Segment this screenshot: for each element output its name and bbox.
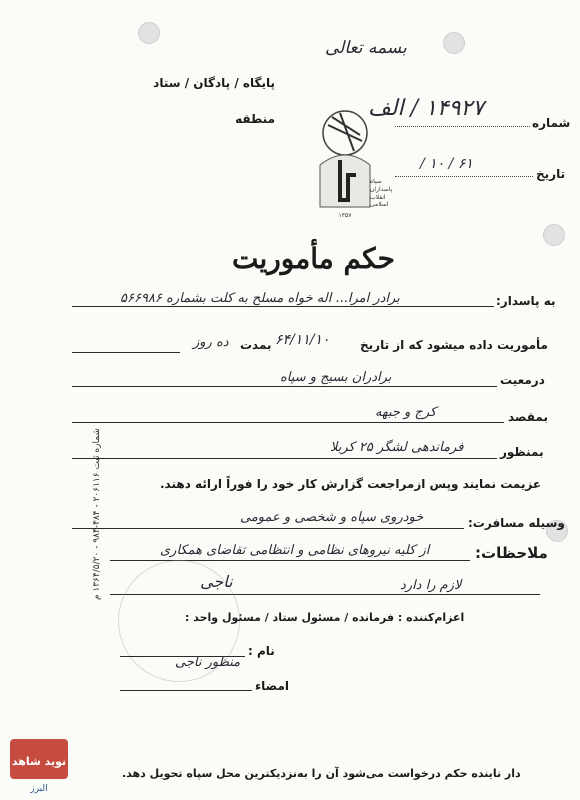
sign-line: [120, 690, 252, 691]
notes-label: ملاحظات:: [475, 544, 548, 562]
accompany-value: برادران بسیج و سپاه: [280, 370, 392, 385]
accompany-line: [72, 386, 497, 387]
punch-hole: [138, 22, 160, 44]
emblem-text-3: انقلاب: [370, 194, 386, 201]
assignee-value: برادر امرا... اله خواه مسلح به کلت بشماره ۵۶۶۹۸۶: [120, 291, 400, 306]
sender-label: اعزام‌کننده : فرمانده / مسئول ستاد / مسئول واحد :: [185, 611, 465, 624]
transport-label: وسیله مسافرت:: [468, 516, 565, 530]
number-label: شماره: [532, 116, 571, 130]
mission-date-value: ۶۴/۱۱/۱۰: [275, 332, 330, 348]
bismillah: بسمه تعالی: [325, 38, 407, 58]
mission-date-label: مأموریت داده میشود که از تاریخ: [360, 338, 548, 352]
base-label: پایگاه / پادگان / ستاد: [153, 76, 275, 90]
assignee-line: [72, 306, 494, 307]
number-line: [395, 126, 530, 127]
accompany-label: درمعیت: [500, 373, 545, 387]
duration-value: ده روز: [193, 335, 229, 350]
region-label: منطقه: [235, 112, 275, 126]
emblem-text-2: پاسداران: [370, 186, 393, 193]
mission-line: [72, 352, 180, 353]
transport-value: خودروی سپاه و شخصی و عمومی: [240, 510, 424, 525]
duration-label: بمدت: [240, 338, 272, 352]
footer-note: دار ناینده حکم درخواست می‌شود آن را به‌نزدیکترین محل سپاه تحویل دهد.: [122, 767, 521, 780]
destination-line: [72, 422, 504, 423]
notes-value-2: لازم را دارد: [400, 578, 462, 593]
assignee-label: به پاسدار:: [496, 294, 556, 308]
sign-label: امضاء: [255, 679, 290, 693]
purpose-label: بمنظور: [500, 445, 544, 459]
document-title: حکم مأموریت: [232, 242, 395, 275]
handwritten-signature-2: منظور ناجی: [175, 655, 241, 670]
punch-hole: [543, 224, 565, 246]
emblem-text-1: سپاه: [370, 178, 382, 185]
destination-label: بمقصد: [508, 410, 548, 424]
transport-line: [72, 528, 464, 529]
destination-value: کرج و جبهه: [375, 405, 437, 420]
logo-text-2: البرز: [30, 784, 48, 794]
notes-value: از کلیه نیروهای نظامی و انتظامی تقاضای همکاری: [160, 543, 430, 558]
date-line: [395, 176, 533, 177]
date-value: ۶۱ / ۱۰ /: [420, 156, 473, 172]
handwritten-signature-1: ناجی: [200, 572, 233, 591]
watermark-logo: [8, 735, 70, 795]
registration-side-note: شماره ثبت ۲۰۶۱۱۶ - ۴۸۴-۹۸۴ - ۱۳۶۴/۵/۲۰ م: [92, 428, 102, 600]
logo-text-1: نوید شاهد: [11, 755, 67, 768]
return-instruction: عزیمت نمایند وپس ازمراجعت گزارش کار خود را فوراً ارائه دهند.: [160, 477, 542, 491]
emblem-text-4: اسلامی: [370, 201, 389, 208]
number-value: ۱۴۹۲۷ / الف: [368, 96, 485, 121]
punch-hole: [443, 32, 465, 54]
name-label: نام :: [248, 644, 275, 658]
purpose-line: [72, 458, 497, 459]
purpose-value: فرماندهی لشگر ۲۵ کربلا: [330, 440, 464, 455]
irgc-emblem-icon: [310, 105, 393, 220]
date-label: تاریخ: [536, 167, 566, 181]
emblem-year: ۱۳۵۷: [338, 212, 352, 219]
